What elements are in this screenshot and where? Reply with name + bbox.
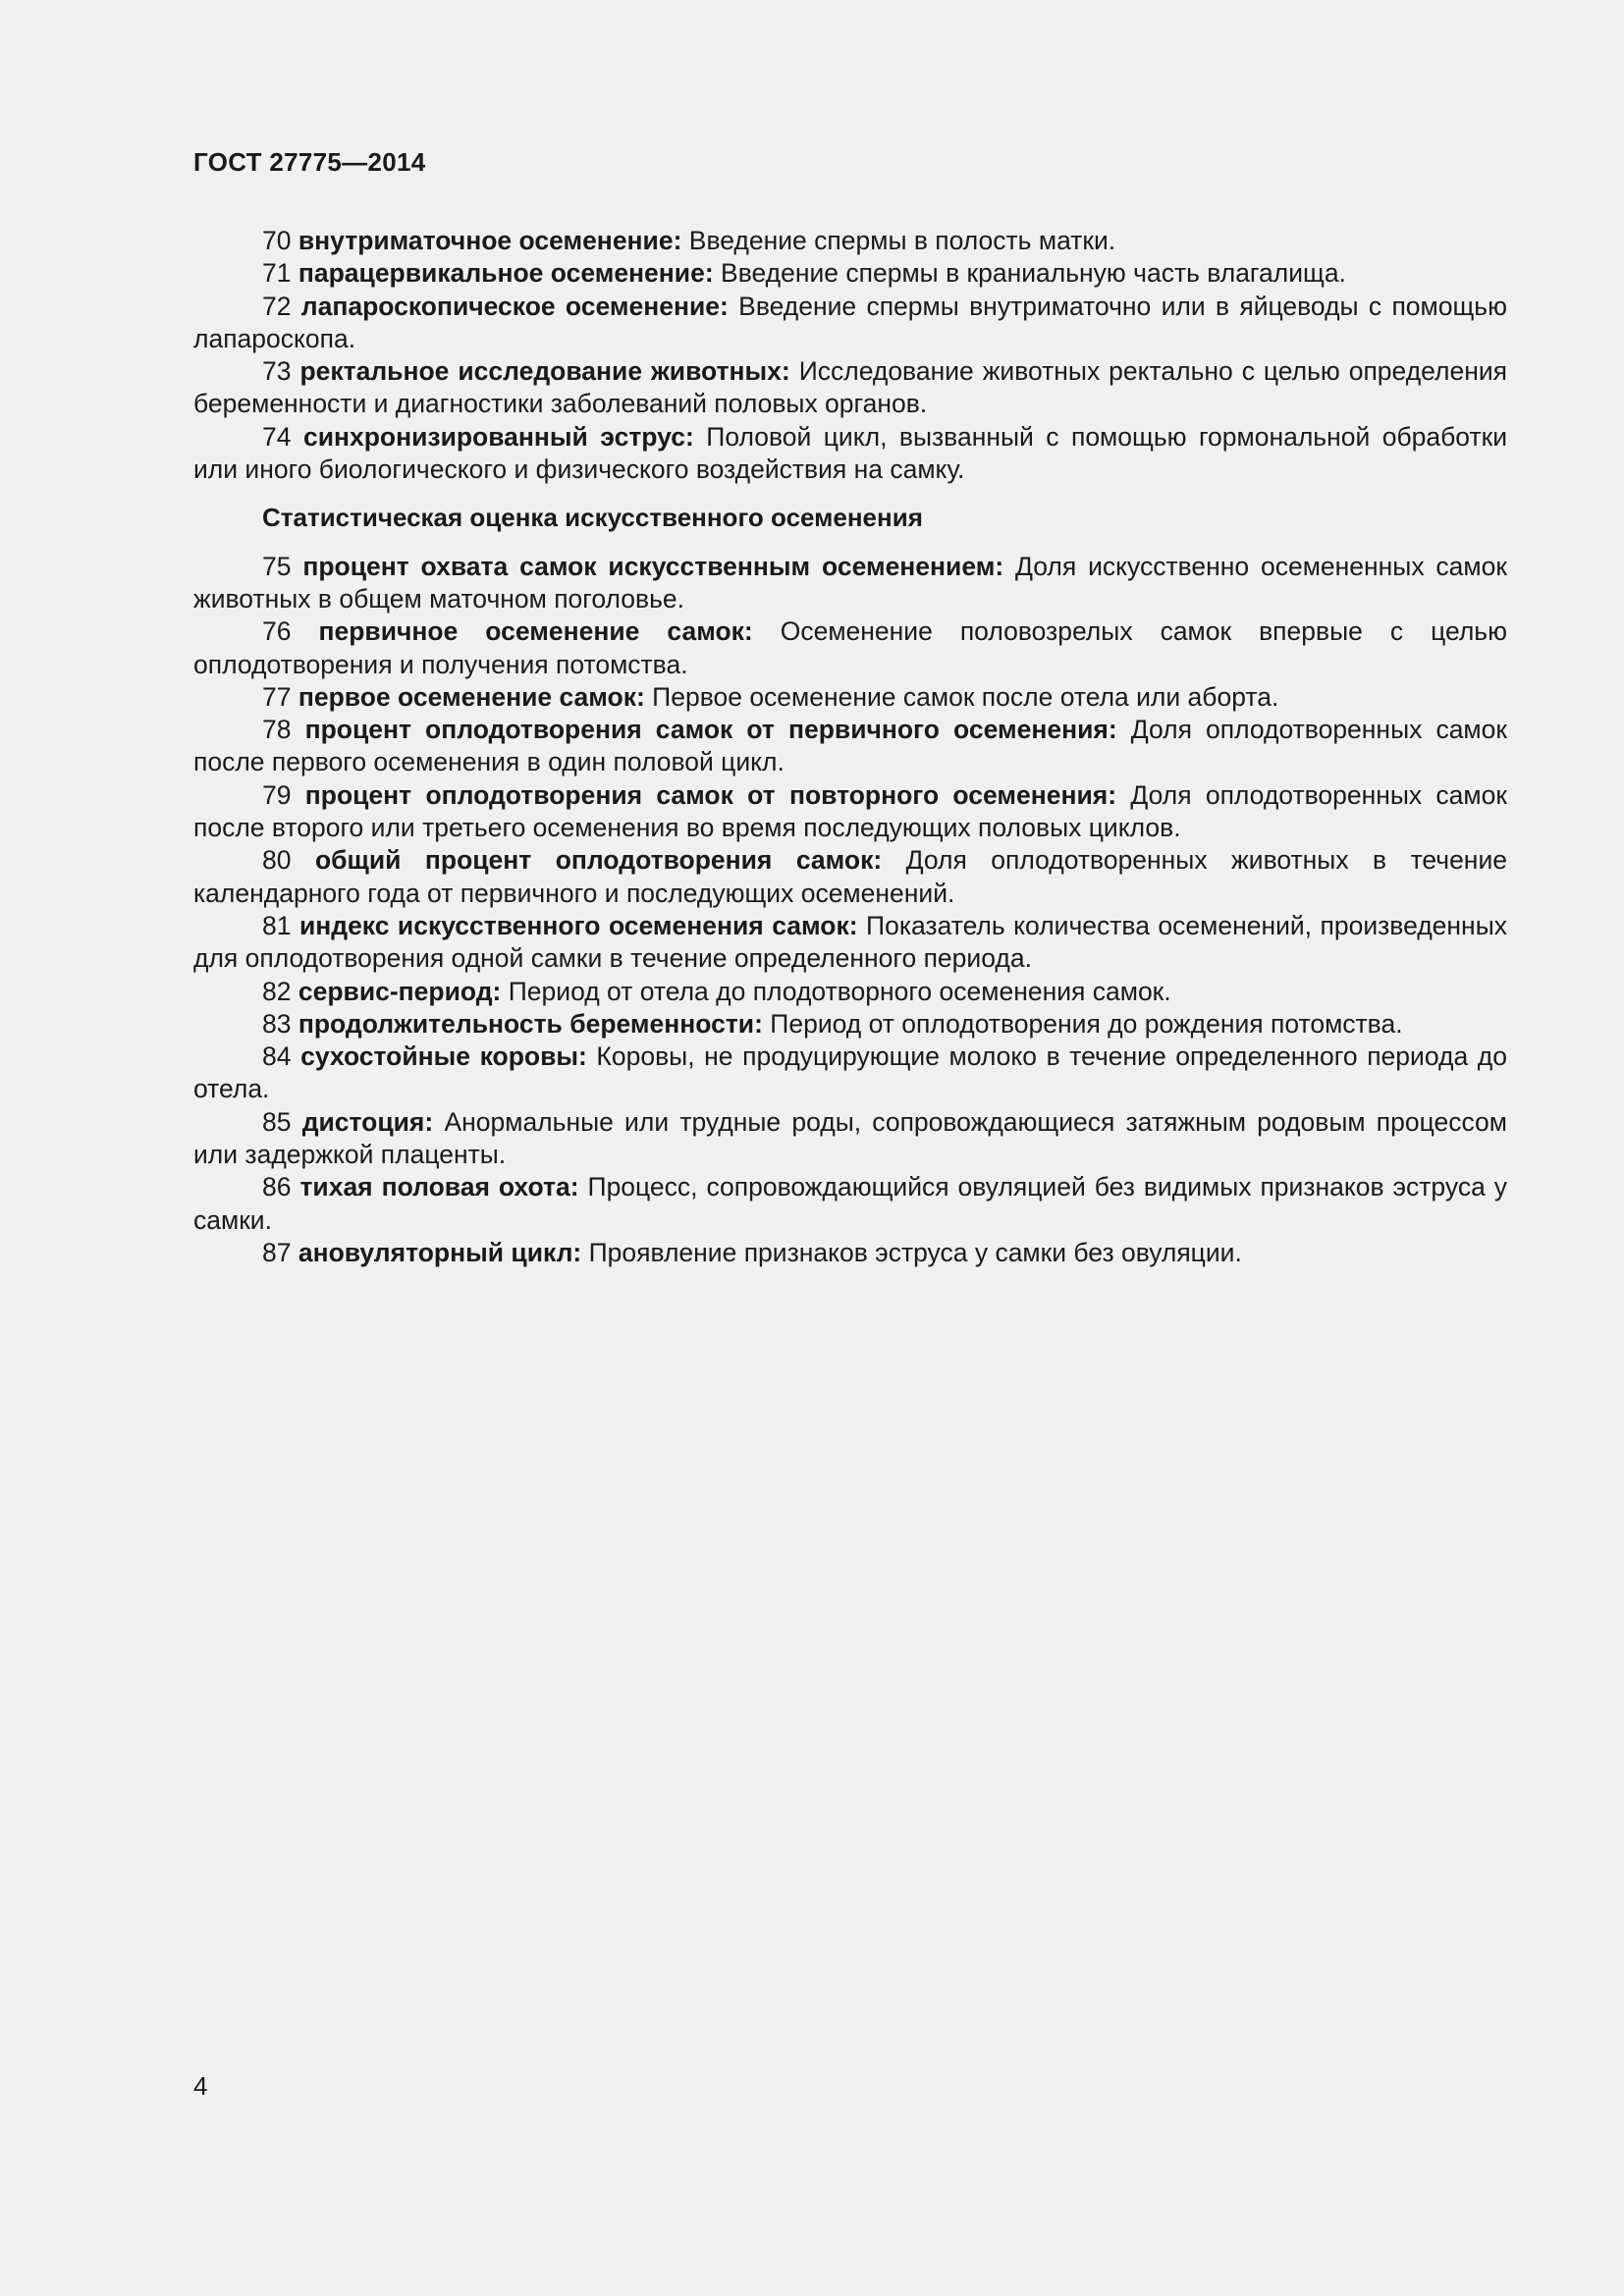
term-definition: Анормальные или трудные роды, сопровождающиеся затяжным родовым процессом или задержкой плаценты. — [193, 1106, 1507, 1170]
term-entry — [193, 681, 1507, 714]
term-name: процент охвата самок искусственным осеменением: — [302, 551, 1004, 581]
term-entry — [193, 1106, 1507, 1172]
term-number: 79 — [262, 779, 292, 810]
term-entry — [193, 844, 1507, 910]
term-number: 80 — [262, 845, 292, 876]
term-name: процент оплодотворения самок от повторного осеменения: — [304, 779, 1117, 810]
term-definition: Коровы, не продуцирующие молоко в течение определенного периода до отела. — [193, 1041, 1507, 1104]
term-name: внутриматочное осеменение: — [298, 226, 682, 255]
term-name: лапароскопическое осеменение: — [300, 291, 729, 321]
term-list-after — [193, 551, 1507, 1270]
term-number: 85 — [262, 1106, 292, 1137]
term-name: тихая половая охота: — [299, 1172, 579, 1202]
term-definition: Введение спермы в полость матки. — [688, 226, 1116, 255]
term-name: сухостойные коровы: — [300, 1041, 587, 1072]
term-name: общий процент оплодотворения самок: — [314, 845, 883, 876]
term-entry — [193, 257, 1507, 290]
term-number: 75 — [262, 551, 292, 581]
term-name: синхронизированный эструс: — [302, 421, 694, 452]
term-definition: Доля искусственно осемененных самок животных в общем маточном поголовье. — [193, 551, 1507, 614]
section-heading: Статистическая оценка искусственного осеменения — [262, 503, 923, 533]
term-definition: Исследование животных ректально с целью определения беременности и диагностики заболеваний половых органов. — [193, 356, 1508, 419]
term-number: 81 — [262, 910, 292, 940]
document-body — [193, 225, 1507, 1269]
term-entry — [193, 355, 1507, 421]
term-entry — [193, 615, 1507, 681]
term-number: 74 — [262, 421, 292, 452]
term-definition: Доля оплодотворенных самок после второго или третьего осеменения во время последующих половых циклов. — [193, 779, 1507, 843]
term-number: 72 — [262, 291, 292, 321]
term-entry — [193, 225, 1507, 257]
term-definition: Доля оплодотворенных самок после первого осеменения в один половой цикл. — [193, 715, 1507, 777]
term-entry — [193, 1171, 1507, 1237]
term-definition: Доля оплодотворенных животных в течение календарного года от первичного и последующих осеменений. — [193, 845, 1507, 908]
term-name: ректальное исследование животных: — [299, 356, 790, 387]
term-number: 73 — [262, 356, 292, 387]
term-name: индекс искусственного осеменения самок: — [298, 910, 858, 940]
term-name: продолжительность беременности: — [298, 1008, 763, 1039]
term-entry — [193, 910, 1507, 976]
term-name: процент оплодотворения самок от первичного осеменения: — [304, 715, 1117, 745]
term-number: 86 — [262, 1172, 292, 1202]
term-entry — [193, 976, 1507, 1008]
term-definition: Введение спермы в краниальную часть влагалища. — [721, 258, 1346, 289]
page-number: 4 — [193, 2071, 208, 2101]
term-entry — [193, 551, 1507, 616]
term-number: 82 — [262, 976, 292, 1006]
term-name: первичное осеменение самок: — [318, 616, 753, 647]
term-number: 70 — [262, 226, 292, 255]
term-entry — [193, 714, 1507, 779]
term-entry — [193, 291, 1507, 356]
term-definition: Половой цикл, вызванный с помощью гормональной обработки или иного биологического и физического воздействия на самку. — [193, 421, 1507, 485]
document-header: ГОСТ 27775—2014 — [193, 147, 426, 177]
term-number: 83 — [262, 1008, 292, 1039]
term-entry — [193, 779, 1507, 845]
term-name: сервис-период: — [298, 976, 502, 1006]
term-definition: Период от отела до плодотворного осеменения самок. — [508, 976, 1171, 1006]
term-number: 77 — [262, 681, 292, 712]
term-name: парацервикальное осеменение: — [298, 258, 714, 289]
term-definition: Проявление признаков эструса у самки без овуляции. — [588, 1237, 1242, 1267]
term-name: ановуляторный цикл: — [298, 1237, 582, 1267]
term-number: 78 — [262, 715, 292, 745]
term-entry — [193, 1041, 1507, 1106]
term-definition: Период от оплодотворения до рождения потомства. — [770, 1008, 1403, 1039]
term-entry — [193, 1237, 1507, 1269]
term-definition: Показатель количества осеменений, произведенных для оплодотворения одной самки в течение определенного периода. — [193, 910, 1507, 974]
term-name: дистоция: — [301, 1106, 434, 1137]
term-entry — [193, 1008, 1507, 1041]
term-number: 87 — [262, 1237, 292, 1267]
term-entry — [193, 421, 1507, 487]
term-definition: Первое осеменение самок после отела или аборта. — [652, 681, 1279, 712]
term-name: первое осеменение самок: — [298, 681, 645, 712]
term-number: 84 — [262, 1041, 292, 1072]
term-definition: Процесс, сопровождающийся овуляцией без видимых признаков эструса у самки. — [193, 1172, 1507, 1235]
term-list-before — [193, 225, 1507, 486]
term-definition: Введение спермы внутриматочно или в яйцеводы с помощью лапароскопа. — [193, 291, 1507, 353]
term-number: 71 — [262, 258, 292, 289]
term-definition: Осеменение половозрелых самок впервые с целью оплодотворения и получения потомства. — [193, 616, 1507, 679]
term-number: 76 — [262, 616, 292, 647]
